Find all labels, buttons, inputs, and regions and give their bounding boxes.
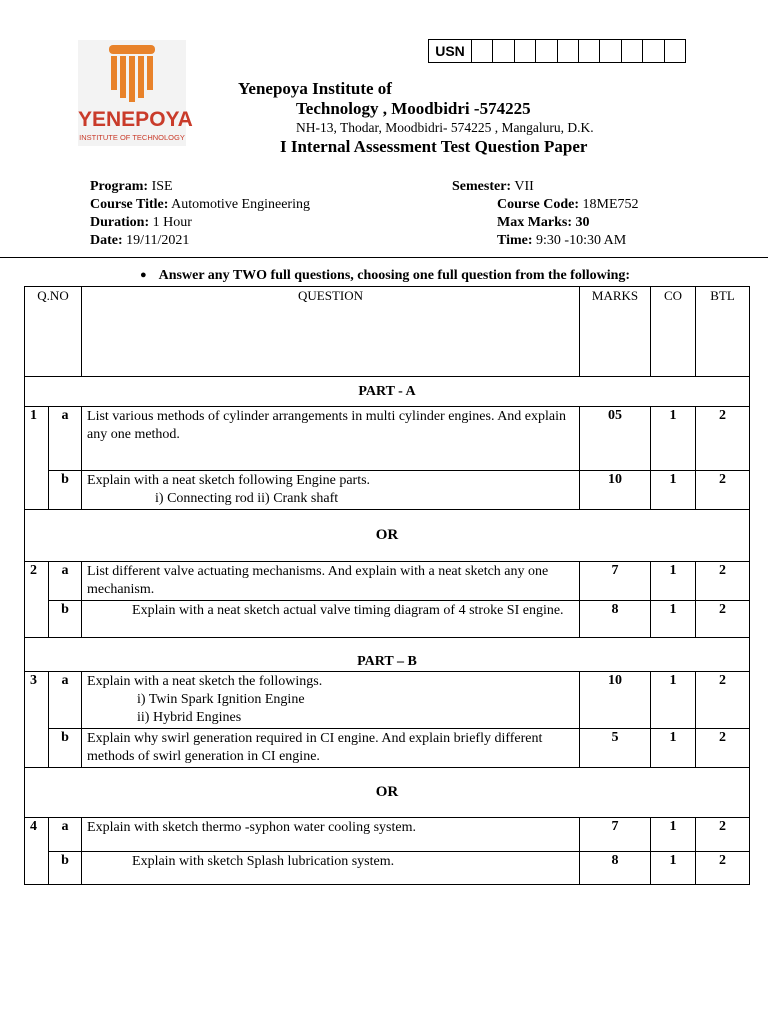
question-number: 2 [25, 562, 49, 638]
question-text: Explain with a neat sketch actual valve timing diagram of 4 stroke SI engine. [82, 601, 580, 638]
part-b-heading: PART – B [25, 638, 750, 672]
usn-box [428, 39, 686, 63]
question-text: List various methods of cylinder arrangements in multi cylinder engines. And explain any one method. [82, 407, 580, 471]
header-divider [0, 257, 768, 258]
question-number: 1 [25, 407, 49, 510]
header-co: CO [651, 287, 696, 377]
question-number: 3 [25, 672, 49, 768]
institute-name-line2: Technology , Moodbidri -574225 [296, 99, 531, 118]
question-text: List different valve actuating mechanisms. And explain with a neat sketch any one mechanism. [82, 562, 580, 601]
table-row: b Explain with a neat sketch following Engine parts. i) Connecting rod ii) Crank shaft 10 1 2 [25, 471, 750, 510]
course-code-row: Course Code: 18ME752 [497, 197, 639, 212]
question-table [24, 286, 750, 885]
table-row: 3 a Explain with a neat sketch the followings. i) Twin Spark Ignition Engine ii) Hybrid Engines 10 1 2 [25, 672, 750, 729]
table-row: 1 a List various methods of cylinder arrangements in multi cylinder engines. And explain any one method. 05 1 2 [25, 407, 750, 471]
header-btl: BTL [696, 287, 750, 377]
date-row: Date: 19/11/2021 [90, 233, 190, 248]
institute-logo [78, 40, 193, 146]
usn-label: USN [429, 40, 472, 62]
question-text: Explain with sketch Splash lubrication system. [82, 852, 580, 885]
header-question: QUESTION [82, 287, 580, 377]
table-row: 4 a Explain with sketch thermo -syphon water cooling system. 7 1 2 [25, 818, 750, 852]
instruction: ● Answer any TWO full questions, choosing one full question from the following: [140, 268, 631, 283]
pillar-icon [78, 40, 186, 110]
or-separator: OR [25, 510, 750, 562]
question-number: 4 [25, 818, 49, 885]
program-row: Program: ISE [90, 179, 173, 194]
institute-address: NH-13, Thodar, Moodbidri- 574225 , Mangaluru, D.K. [296, 120, 594, 135]
table-row: b Explain why swirl generation required in CI engine. And explain briefly different methods of swirl generation in CI engine. 5 1 2 [25, 729, 750, 768]
duration-row: Duration: 1 Hour [90, 215, 192, 230]
question-text: Explain with sketch thermo -syphon water cooling system. [82, 818, 580, 852]
table-row: b Explain with sketch Splash lubrication system. 8 1 2 [25, 852, 750, 885]
header-marks: MARKS [580, 287, 651, 377]
table-row: 2 a List different valve actuating mechanisms. And explain with a neat sketch any one mechanism. 7 1 2 [25, 562, 750, 601]
table-header-row [25, 287, 750, 377]
max-marks-row: Max Marks: 30 [497, 215, 590, 230]
part-a-heading: PART - A [25, 377, 750, 407]
semester-row: Semester: VII [452, 179, 534, 194]
meta-left [90, 178, 310, 250]
logo-subtitle: INSTITUTE OF TECHNOLOGY [79, 133, 185, 142]
or-separator: OR [25, 768, 750, 818]
header-qno: Q.NO [25, 287, 82, 377]
bullet-icon: ● [140, 269, 147, 281]
logo-wordmark: YENEPOYA [78, 108, 193, 131]
time-row: Time: 9:30 -10:30 AM [497, 233, 627, 248]
table-row: b Explain with a neat sketch actual valve timing diagram of 4 stroke SI engine. 8 1 2 [25, 601, 750, 638]
course-title-row: Course Title: Automotive Engineering [90, 197, 310, 212]
question-text: Explain why swirl generation required in CI engine. And explain briefly different methods of swirl generation in CI engine. [82, 729, 580, 768]
institute-name-line1: Yenepoya Institute of [238, 79, 392, 98]
paper-title: I Internal Assessment Test Question Paper [280, 137, 588, 156]
question-text: Explain with a neat sketch following Engine parts. i) Connecting rod ii) Crank shaft [82, 471, 580, 510]
question-text: Explain with a neat sketch the followings. i) Twin Spark Ignition Engine ii) Hybrid Engines [82, 672, 580, 729]
